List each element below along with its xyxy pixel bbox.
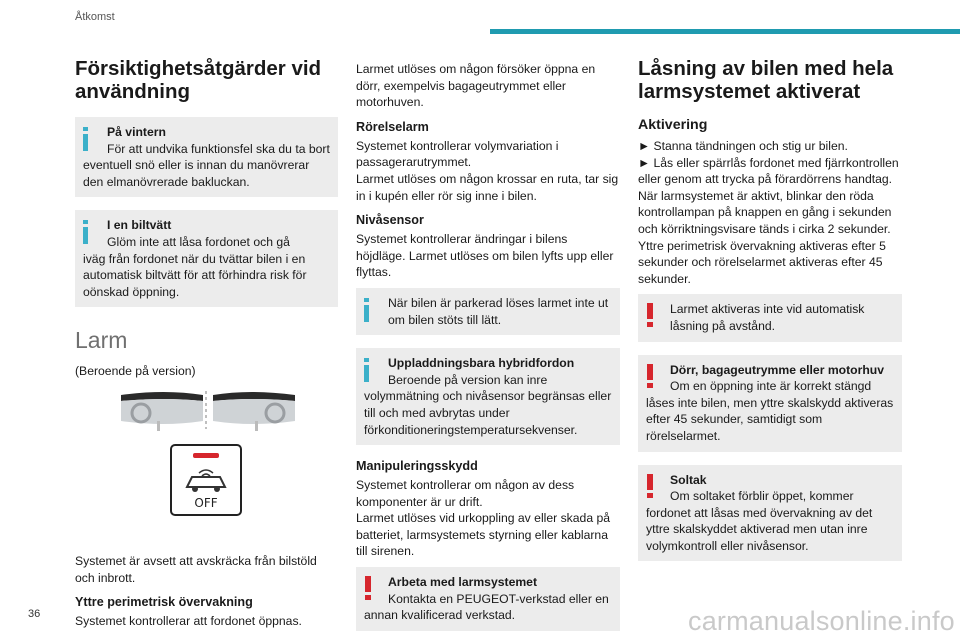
- door-trigger-text: Larmet utlöses om någon försöker öppna en dörr, exempelvis bagageutrymmet eller motorhuven.: [356, 62, 596, 110]
- warning-icon: [647, 474, 653, 498]
- activation-text-1: När larmsystemet är aktivt, blinkar den röda kontrollampan på knappen en gång i sekunden och körriktningsvisare tänds i cirka 2 sekunder.: [638, 188, 892, 236]
- header-section-title: Åtkomst: [75, 11, 115, 23]
- page-number: 36: [28, 608, 41, 620]
- info-box-text: eventuell snö eller is innan du manövrerar den elmanövrerade bakluckan.: [83, 158, 310, 189]
- info-box-line: Glöm inte att låsa fordonet och gå: [107, 234, 290, 249]
- warning-box-line: Om soltaket förblir öppet, kommer: [670, 489, 854, 504]
- header-accent-bar: [490, 29, 960, 34]
- warning-box-sunroof: [638, 465, 902, 562]
- column-1: [75, 55, 338, 637]
- warning-box-auto-lock: [638, 294, 902, 341]
- warning-box-workshop: [356, 567, 620, 631]
- warning-box-title: Arbeta med larmsystemet: [388, 575, 538, 590]
- activation-text-2: Yttre perimetrisk övervakning aktiveras efter 5 sekunder och rörelselarmet aktiveras efter 45 sekunder.: [638, 238, 886, 286]
- info-box-line: För att undvika funktionsfel ska du ta bort: [107, 141, 330, 156]
- watermark: carmanualsonline.info: [688, 606, 955, 636]
- warning-box-title: Soltak: [670, 472, 707, 487]
- info-icon: [364, 298, 369, 322]
- warning-icon: [647, 364, 653, 388]
- warning-icon: [365, 576, 371, 600]
- info-box-carwash: [75, 210, 338, 307]
- warning-box-title: Dörr, bagageutrymme eller motorhuv: [670, 362, 885, 377]
- warning-box-line: Om en öppning inte är korrekt stängd: [670, 379, 872, 394]
- volume-text-1: Systemet kontrollerar volymvariation i passagerarutrymmet.: [356, 138, 559, 170]
- perimeter-text: Systemet kontrollerar att fordonet öppnas.: [75, 614, 302, 629]
- info-icon: [83, 220, 88, 244]
- precautions-heading: Försiktighetsåtgärder vid användning: [75, 57, 322, 103]
- info-box-hybrid: [356, 348, 620, 445]
- alarm-illustration: [75, 387, 338, 547]
- car-interior-illustration: [75, 387, 338, 547]
- locking-heading: Låsning av bilen med hela larmsystemet aktiverat: [638, 57, 894, 103]
- info-box-line: Beroende på version kan inre: [388, 372, 548, 387]
- tamper-text-1: Systemet kontrollerar om någon av dess komponenter är ur drift.: [356, 478, 575, 509]
- step-2: ► Lås eller spärrlås fordonet med fjärrkontrollen eller genom att trycka på förardörrens handtag.: [638, 155, 899, 187]
- info-box-title: På vintern: [107, 125, 166, 139]
- info-box-text: iväg från fordonet när du tvättar bilen i en automatisk biltvätt för att förhindra risk för oönskad öppning.: [83, 251, 307, 299]
- warning-icon: [647, 303, 653, 327]
- warning-box-text: annan kvalificerad verkstad.: [364, 608, 516, 623]
- warning-box-text: fordonet att låsas med övervakning av det yttre skalskyddet aktiverad men utan inre volymkontroll eller nivåsensor.: [646, 505, 873, 553]
- alarm-section-heading: Larm: [75, 327, 128, 354]
- level-sensor-heading: Nivåsensor: [356, 213, 424, 228]
- info-box-title: Uppladdningsbara hybridfordon: [388, 356, 575, 371]
- info-box-winter: [75, 117, 338, 197]
- version-note: (Beroende på version): [75, 364, 196, 379]
- info-box-title: I en biltvätt: [107, 218, 172, 233]
- info-box-parked: [356, 288, 620, 335]
- info-box-text: När bilen är parkerad löses larmet inte ut om bilen stöts till lätt.: [388, 295, 609, 327]
- column-2: [356, 61, 620, 644]
- volume-text-2: Larmet utlöses om någon krossar en ruta, tar sig in i kupén eller rör sig inne i bilen.: [356, 171, 619, 203]
- level-sensor-text: Systemet kontrollerar ändringar i bilens höjdläge. Larmet utlöses om bilen lyfts upp eller flyttas.: [356, 232, 614, 280]
- tamper-heading: Manipuleringsskydd: [356, 459, 478, 474]
- warning-box-line: Kontakta en PEUGEOT-verkstad eller en: [388, 591, 609, 606]
- info-icon: [83, 127, 88, 151]
- info-box-text: volymmätning och nivåsensor begränsas eller till och med avbrytas under förkonditioneringstemperatursekvenser.: [364, 389, 612, 437]
- warning-box-doors: [638, 355, 902, 452]
- warning-box-text: låses inte bilen, men yttre skalskydd aktiveras efter 45 sekunder, samtidigt som rörelselarmet.: [646, 395, 894, 443]
- warning-box-text: Larmet aktiveras inte vid automatisk låsning på avstånd.: [670, 302, 865, 333]
- tamper-text-2: Larmet utlöses vid urkoppling av eller skada på batteriet, larmsystemets styrning eller kablarna till sirenen.: [356, 511, 611, 559]
- alarm-button-label: OFF: [194, 495, 218, 510]
- activation-heading: Aktivering: [638, 117, 708, 133]
- perimeter-heading: Yttre perimetrisk övervakning: [75, 595, 253, 610]
- step-1: ► Stanna tändningen och stig ur bilen.: [638, 139, 848, 153]
- info-icon: [364, 358, 369, 382]
- alarm-intro-text: Systemet är avsett att avskräcka från bilstöld och inbrott.: [75, 553, 317, 585]
- column-3: [638, 55, 902, 574]
- volume-heading: Rörelselarm: [356, 119, 429, 134]
